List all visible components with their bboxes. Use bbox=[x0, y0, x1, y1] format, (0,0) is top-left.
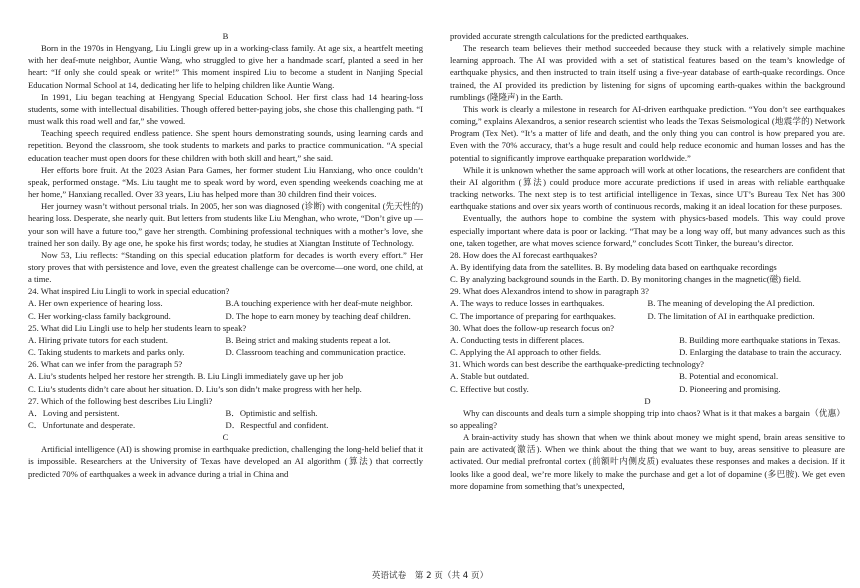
section-heading-c: C bbox=[222, 432, 229, 443]
passage-b-paragraph-1: Born in the 1970s in Hengyang, Liu Lingli grew up in a working-class family. At age six, a heartfelt meeting with her deaf-mute neighbor, Auntie Wang, who struggled to give her a handmade scarf, planted a seed in her heart: “If only she could speak or write!” This moment inspired Liu to become a student in Nanjing Special Education Normal School at 14, dedicating her life to helping children like Auntie Wang. bbox=[28, 43, 423, 90]
question-27: 27. Which of the following best describes Liu Lingli? bbox=[28, 395, 213, 406]
left-column bbox=[28, 30, 423, 480]
option-24b: B.A touching experience with her deaf-mute neighbor. bbox=[225, 298, 413, 309]
question-28: 28. How does the AI forecast earthquakes? bbox=[450, 249, 598, 260]
option-24d: D. The hope to earn money by teaching deaf children. bbox=[225, 310, 411, 321]
option-30a: A. Conducting tests in different places. bbox=[450, 334, 585, 345]
option-25c: C. Taking students to markets and parks only. bbox=[28, 347, 185, 358]
question-28-options-cd: C. By analyzing background sounds in the Earth. D. By monitoring changes in the magnetic(磁) field. bbox=[450, 274, 802, 285]
question-29-options-row-2 bbox=[450, 310, 845, 322]
option-25d: D. Classroom teaching and communication practice. bbox=[225, 347, 406, 358]
question-24-options-row-2 bbox=[28, 310, 423, 322]
passage-b-paragraph-2: In 1991, Liu began teaching at Hengyang Special Education School. Her first class had 14 hearing-loss students, some with intellectual disabilities. Though offered better-paying jobs, she chose this challenging path. “I must walk this road well and far,” she vowed. bbox=[28, 91, 423, 127]
passage-b-paragraph-3: Teaching speech required endless patience. She spent hours demonstrating sounds, using learning cards and repetition. Beyond the classroom, she took students to markets and parks to practice communication. “A special education teacher must open doors for these children with both skill and heart,” she said. bbox=[28, 128, 423, 163]
passage-c-paragraph-2: The research team believes their method succeeded because they stuck with a relatively simple machine learning approach. The AI was provided with a set of statistical features based on the team’s knowledge of earthquake physics, and then instructed to train itself using a five-year database of earth-quake recordings. Once trained, the AI provided its prediction by listening for signs of upcoming earth-quakes within the background rumblings (隆隆声) in the Earth. bbox=[450, 43, 845, 102]
question-27-options-row-2 bbox=[28, 419, 423, 431]
passage-d-paragraph-1: Why can discounts and deals turn a simple shopping trip into chaos? What is it that makes a bargain（优惠）so appealing? bbox=[450, 407, 845, 430]
section-heading-b: B bbox=[222, 31, 229, 41]
option-27d: D．Respectful and confident. bbox=[225, 420, 329, 430]
question-30-options-row-1 bbox=[450, 334, 845, 346]
question-25: 25. What did Liu Lingli use to help her students learn to speak? bbox=[28, 322, 247, 333]
question-24-options-row-1 bbox=[28, 297, 423, 309]
passage-c-paragraph-3: This work is clearly a milestone in research for AI-driven earthquake prediction. “You don’t see earthquakes coming,” explains Alexandros, a senior research scientist who leads the Texas Seismological (地震学的) Network Program (Tex Net). “It’s a matter of life and death, and the only thing you can control is how prepared you are. Even with the 70% accuracy, that’s a huge result and could help reduce economic and human losses and has the potential to significantly improve earthquake preparation worldwide.” bbox=[450, 103, 845, 163]
section-heading-d: D bbox=[644, 395, 651, 406]
right-column bbox=[450, 30, 845, 492]
question-31-options-row-1 bbox=[450, 370, 845, 382]
passage-c-paragraph-5: Eventually, the authors hope to combine the system with physics-based models. This way could prove especially important where data is poor or lacking. “That may be a long way off, but many advances such as this one, taken together, are what moves science forward,” concludes Scott Tinker, the bureau’s director. bbox=[450, 213, 845, 248]
question-26-options-ab: A. Liu’s students helped her restore her strength. B. Liu Lingli immediately gave up her job bbox=[28, 371, 344, 382]
passage-b-paragraph-5: Her journey wasn’t without personal trials. In 2005, her son was diagnosed (诊断) with congenital (先天性的) hearing loss. Desperate, she nearly quit. But letters from students like Liu Menghan, who wrote, “Don’t give up — your son will have a future too,” gave her strength. Combining professional techniques with a mother’s love, she trained her son daily. By age one, he spoke his first words; today, he studies at Xiangtan Institute of Technology. bbox=[28, 201, 423, 248]
option-27b: B．Optimistic and selfish. bbox=[225, 407, 318, 418]
question-29: 29. What does Alexandros intend to show in paragraph 3? bbox=[450, 286, 649, 297]
question-24: 24. What inspired Liu Lingli to work in special education? bbox=[28, 286, 230, 297]
option-29a: A. The ways to reduce losses in earthquakes. bbox=[450, 298, 605, 309]
question-25-options-row-1 bbox=[28, 334, 423, 346]
option-24a: A. Her own experience of hearing loss. bbox=[28, 298, 163, 309]
option-30c: C. Applying the AI approach to other fields. bbox=[450, 347, 602, 358]
option-29d: D. The limitation of AI in earthquake prediction. bbox=[647, 310, 815, 321]
question-30-options-row-2 bbox=[450, 346, 845, 358]
option-31b: B. Potential and economical. bbox=[679, 371, 779, 382]
option-27c: C．Unfortunate and desperate. bbox=[28, 420, 136, 430]
passage-b-paragraph-4: Her efforts bore fruit. At the 2023 Asian Para Games, her former student Liu Hanxiang, who once couldn’t speak, performed onstage. “Ms. Liu taught me to speak word by word, even spending weekends coaching me at her home,” Hanxiang recalled. Over 33 years, Liu has helped more than 30 children find their voices. bbox=[28, 164, 423, 200]
question-27-options-row-1 bbox=[28, 407, 423, 419]
option-31c: C. Effective but costly. bbox=[450, 383, 529, 394]
question-29-options-row-1 bbox=[450, 297, 845, 309]
option-24c: C. Her working-class family background. bbox=[28, 310, 171, 321]
option-25a: A. Hiring private tutors for each student. bbox=[28, 334, 168, 345]
question-28-options-ab: A. By identifying data from the satellites. B. By modeling data based on earthquake recordings bbox=[450, 261, 777, 272]
option-31d: D. Pioneering and promising. bbox=[679, 383, 781, 394]
question-30: 30. What does the follow-up research focus on? bbox=[450, 322, 615, 333]
option-31a: A. Stable but outdated. bbox=[450, 371, 530, 382]
option-30b: B. Building more earthquake stations in Texas. bbox=[679, 334, 841, 345]
option-29b: B. The meaning of developing the AI prediction. bbox=[647, 298, 815, 309]
option-25b: B. Being strict and making students repeat a lot. bbox=[225, 334, 391, 345]
option-29c: C. The importance of preparing for earthquakes. bbox=[450, 310, 616, 321]
question-26-options-cd: C. Liu’s students didn’t care about her situation. D. Liu’s son didn’t make progress with her help. bbox=[28, 383, 362, 394]
passage-d-paragraph-2: A brain-activity study has shown that when we think about money we might spend, brain areas sensitive to pain are activated(激活). When we think about the thing that we want to buy, areas sensitive to pleasure are activated. Our medial prefrontal cortex (前额叶内侧皮质) evaluates these responses and makes a decision. If it looks like a good deal, we’re more likely to make the purchase and get a lot of dopamine (多巴胺). We get even more dopamine from something that’s unexpected, bbox=[450, 432, 845, 491]
question-31-options-row-2 bbox=[450, 383, 845, 395]
option-30d: D. Enlarging the database to train the accuracy. bbox=[679, 347, 842, 358]
page-footer: 英语试卷 第 2 页（共 4 页） bbox=[371, 571, 489, 581]
question-25-options-row-2 bbox=[28, 346, 423, 358]
passage-c-paragraph-1-continued: provided accurate strength calculations for the predicted earthquakes. bbox=[450, 31, 689, 41]
question-31: 31. Which words can best describe the earthquake-predicting technology? bbox=[450, 359, 704, 370]
passage-c-paragraph-1: Artificial intelligence (AI) is showing promise in earthquake prediction, challenging the long-held belief that it is impossible. Researchers at the University of Texas have developed an AI algorithm (算法) that correctly predicted 70% of earthquakes a week in advance during a trial in China and bbox=[28, 444, 423, 479]
question-26: 26. What can we infer from the paragraph 5? bbox=[28, 359, 183, 370]
passage-c-paragraph-4: While it is unknown whether the same approach will work at other locations, the researchers are confident that their AI algorithm (算法) could produce more accurate predictions if used in areas with reliable earthquake tracking networks. The next step is to test artificial intelligence in Texas, since UT’s Bureau Tex Net has 300 earthquake stations and over six years worth of continuous records, making it an ideal location for these purposes. bbox=[450, 164, 845, 212]
option-27a: A．Loving and persistent. bbox=[28, 407, 120, 418]
passage-b-paragraph-6: Now 53, Liu reflects: “Standing on this special education platform for decades is worth every effort.” Her story proves that with persistence and love, even the greatest challenge can be overcome—one word, one child, at a time. bbox=[28, 249, 423, 285]
